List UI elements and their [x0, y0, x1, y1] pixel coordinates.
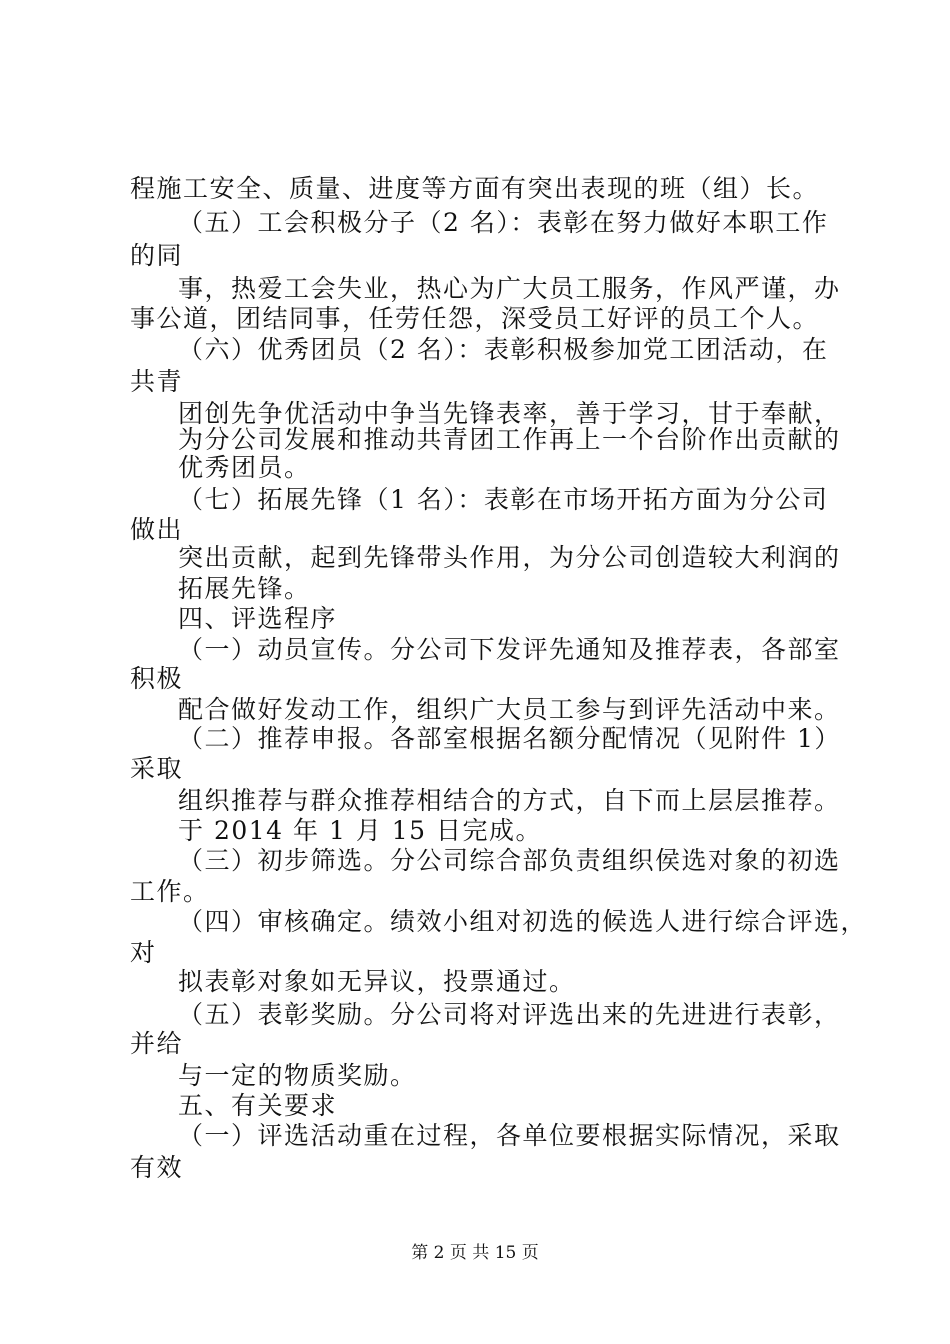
text-line: （五）表彰奖励。分公司将对评选出来的先进进行表彰， [178, 1000, 841, 1029]
text-line: 程施工安全、质量、进度等方面有突出表现的班（组）长。 [130, 174, 820, 203]
text-line: （一）动员宣传。分公司下发评先通知及推荐表，各部室 [178, 635, 841, 664]
text-line: 的同 [130, 241, 184, 270]
text-line: 于 2014 年 1 月 15 日完成。 [178, 816, 543, 845]
section-heading: 五、有关要求 [178, 1091, 338, 1120]
text-line: 积极 [130, 664, 184, 693]
section-heading: 四、评选程序 [178, 604, 338, 633]
text-line: 突出贡献，起到先锋带头作用，为分公司创造较大利润的 [178, 543, 841, 572]
text-line: 配合做好发动工作，组织广大员工参与到评先活动中来。 [178, 695, 841, 724]
text-line: 优秀团员。 [178, 453, 311, 482]
text-line: 事公道，团结同事，任劳任怨，深受员工好评的员工个人。 [130, 304, 820, 333]
text-line: 做出 [130, 515, 184, 544]
text-line: 拟表彰对象如无异议，投票通过。 [178, 967, 576, 996]
text-line: 组织推荐与群众推荐相结合的方式，自下而上层层推荐。 [178, 786, 841, 815]
text-line: 为分公司发展和推动共青团工作再上一个台阶作出贡献的 [178, 425, 841, 454]
text-line: 采取 [130, 754, 184, 783]
text-line: 并给 [130, 1029, 184, 1058]
text-line: （六）优秀团员（2 名）：表彰积极参加党工团活动，在 [178, 335, 829, 364]
text-line: 共青 [130, 367, 184, 396]
text-line: 对 [130, 938, 157, 967]
text-line: 团创先争优活动中争当先锋表率，善于学习，甘于奉献， [178, 399, 841, 428]
text-line: （一）评选活动重在过程，各单位要根据实际情况，采取 [178, 1121, 841, 1150]
text-line: 工作。 [130, 877, 210, 906]
page-number-footer: 第 2 页 共 15 页 [411, 1243, 539, 1263]
text-line: （四）审核确定。绩效小组对初选的候选人进行综合评选， [178, 907, 868, 936]
text-line: 拓展先锋。 [178, 574, 311, 603]
text-line: （七）拓展先锋（1 名）：表彰在市场开拓方面为分公司 [178, 485, 829, 514]
text-line: 事，热爱工会失业，热心为广大员工服务，作风严谨，办 [178, 274, 841, 303]
text-line: 有效 [130, 1153, 184, 1182]
text-line: （五）工会积极分子（2 名）：表彰在努力做好本职工作 [178, 208, 829, 237]
text-line: 与一定的物质奖励。 [178, 1061, 417, 1090]
text-line: （三）初步筛选。分公司综合部负责组织侯选对象的初选 [178, 846, 841, 875]
text-line: （二）推荐申报。各部室根据名额分配情况（见附件 1） [178, 724, 841, 753]
